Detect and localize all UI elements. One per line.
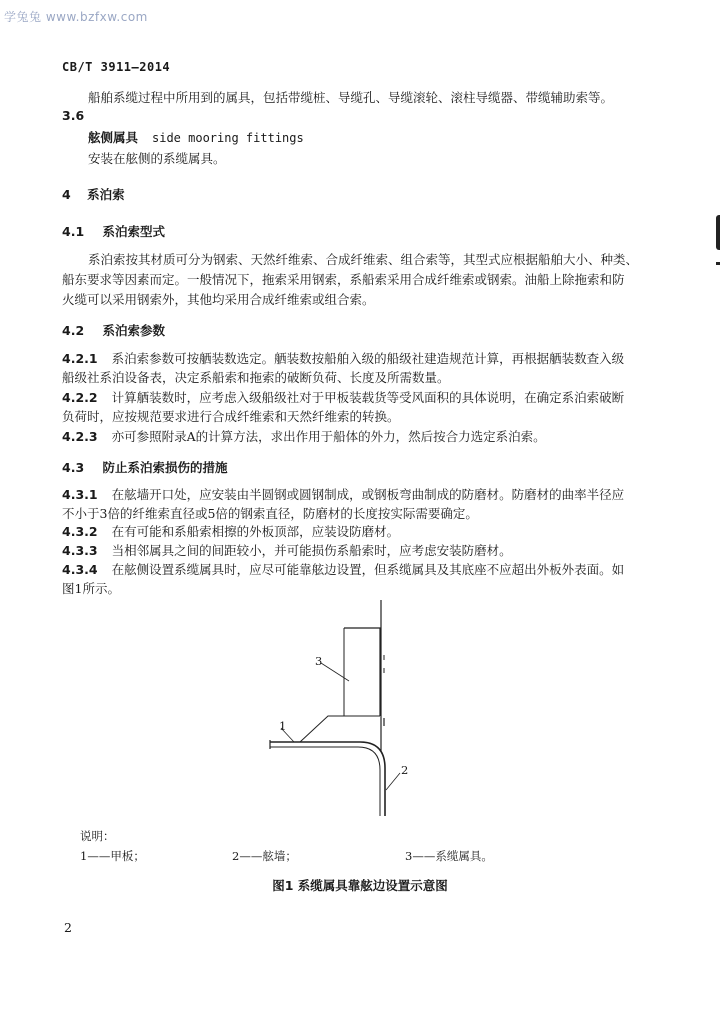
sec-3-6-number: 3.6 [62, 108, 85, 123]
scan-edge-mark [716, 215, 720, 250]
item-text: 在有可能和系船索相擦的外板顶部，应装设防磨材。 [111, 524, 400, 539]
term-cn: 舷侧属具 [88, 130, 139, 145]
deck-line-outer [270, 742, 385, 816]
item-text: 计算舾装数时，应考虑入级船级社对于甲板装载货等受风面积的具体说明，在确定系泊索破断 [111, 390, 625, 405]
sec-4-1-number: 4.1 [62, 224, 85, 239]
item-number: 4.2.3 [62, 429, 98, 444]
item-text: 当相邻属具之间的间距较小，并可能损伤系船索时，应考虑安装防磨材。 [111, 543, 512, 558]
sec-3-6-definition: 安装在舷侧的系缆属具。 [88, 151, 226, 166]
sec-4-1-line-1: 系泊索按其材质可分为钢索、天然纤维索、合成纤维索、组合索等，其型式应根据船舶大小、种类、 [88, 252, 639, 267]
callout-1: 1 [279, 719, 287, 733]
sec-4-number: 4 [62, 187, 71, 202]
watermark: 学兔兔 www.bzfxw.com [4, 10, 148, 24]
sec-4-2-number: 4.2 [62, 323, 85, 338]
figure-caption: 图1 系缆属具靠舷边设置示意图 [272, 878, 448, 893]
sec-4-1-line-2: 船东要求等因素而定。一般情况下，拖索采用钢索，系船索采用合成纤维索或钢索。油船上除拖索和防 [62, 272, 625, 287]
leader-2 [386, 773, 400, 790]
item-number: 4.3.2 [62, 524, 98, 539]
leader-3 [321, 663, 349, 681]
sec-4-title: 系泊索 [87, 187, 125, 202]
sec-3-5-tail: 船舶系缆过程中所用到的属具，包括带缆桩、导缆孔、导缆滚轮、滚柱导缆器、带缆辅助索等。 [88, 90, 614, 105]
sec-4-3-title: 防止系泊索损伤的措施 [102, 460, 228, 475]
legend-item-2: 2——舷墙； [232, 849, 297, 863]
sec-4-1-title: 系泊索型式 [102, 224, 166, 239]
item-text: 系泊索参数可按舾装数选定。舾装数按船舶入级的船级社建造规范计算，再根据舾装数查入级 [111, 351, 625, 366]
legend-item-3: 3——系缆属具。 [405, 849, 493, 863]
sec-4-2-title: 系泊索参数 [102, 323, 166, 338]
fitting-body [344, 628, 380, 716]
standard-code: CB/T 3911—2014 [62, 60, 171, 74]
sec-4-3-number: 4.3 [62, 460, 85, 475]
sec-4-3-1-cont: 不小于3倍的纤维索直径或5倍的钢索直径，防磨材的长度按实际需要确定。 [62, 506, 478, 521]
callout-3: 3 [315, 654, 323, 668]
callout-2: 2 [401, 763, 409, 777]
sec-4-1-line-3: 火缆可以采用钢索外，其他均采用合成纤维索或组合索。 [62, 292, 375, 307]
deck-line-inner [270, 747, 380, 816]
page-number: 2 [64, 920, 72, 935]
fitting-base [300, 716, 380, 742]
item-text: 在舷侧设置系缆属具时，应尽可能靠舷边设置，但系缆属具及其底座不应超出外板外表面。如 [111, 562, 625, 577]
sec-4-3-4-cont: 图1所示。 [62, 581, 120, 596]
item-number: 4.2.1 [62, 351, 98, 366]
item-number: 4.3.3 [62, 543, 98, 558]
item-text: 在舷墙开口处，应安装由半圆钢或圆钢制成，或钢板弯曲制成的防磨材。防磨材的曲率半径应 [111, 487, 625, 502]
sec-4-2-1-cont: 船级社系泊设备表，决定系船索和拖索的破断负荷、长度及所需数量。 [62, 370, 450, 385]
legend-title: 说明： [80, 829, 115, 843]
item-text: 亦可参照附录A的计算方法，求出作用于船体的外力，然后按合力选定系泊索。 [111, 429, 546, 444]
item-number: 4.2.2 [62, 390, 98, 405]
term-en: side mooring fittings [152, 131, 304, 145]
legend-item-1: 1——甲板； [80, 849, 145, 863]
item-number: 4.3.4 [62, 562, 98, 577]
scan-edge-mark [716, 262, 720, 265]
sec-4-2-2-cont: 负荷时，应按规范要求进行合成纤维索和天然纤维索的转换。 [62, 409, 400, 424]
item-number: 4.3.1 [62, 487, 98, 502]
